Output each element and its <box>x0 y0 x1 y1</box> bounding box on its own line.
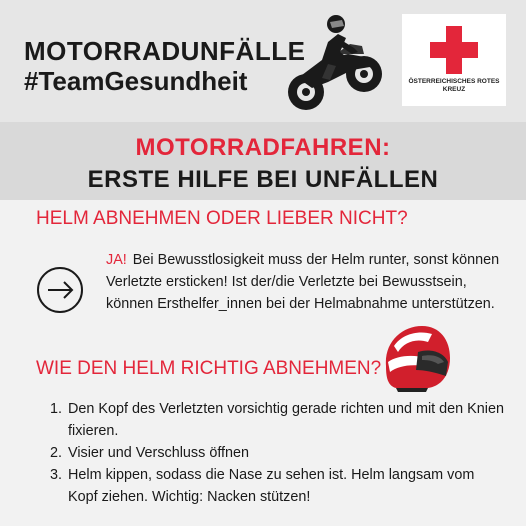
logo-text: ÖSTERREICHISCHES ROTES KREUZ <box>408 78 500 93</box>
banner-title-line2: ERSTE HILFE BEI UNFÄLLEN <box>87 166 439 193</box>
header <box>0 0 526 122</box>
red-cross-logo <box>402 14 506 106</box>
section-heading-helmet-remove: HELM ABNEHMEN ODER LIEBER NICHT? <box>36 208 408 229</box>
list-item: 2. Visier und Verschluss öffnen <box>66 442 506 464</box>
page-title: MOTORRADUNFÄLLE <box>24 36 306 66</box>
banner <box>0 122 526 200</box>
answer-paragraph <box>106 249 510 315</box>
motorcycle-rider-icon <box>278 8 388 118</box>
steps-list <box>46 398 506 508</box>
answer-label: JA! <box>106 252 127 268</box>
hashtag: #TeamGesundheit <box>24 66 248 96</box>
list-item: 1. Den Kopf des Verletzten vorsichtig gerade richten und mit den Knien fixieren. <box>66 398 506 442</box>
motorcycle-helmet-icon <box>378 322 454 394</box>
arrow-right-circle-icon <box>36 266 84 314</box>
banner-title-line1: MOTORRADFAHREN: <box>135 134 391 161</box>
red-cross-icon <box>430 26 478 74</box>
list-item: 3. Helm kippen, sodass die Nase zu sehen ist. Helm langsam vom Kopf ziehen. Wichtig: Nacken stützen! <box>66 464 506 508</box>
section-heading-how-to-remove: WIE DEN HELM RICHTIG ABNEHMEN? <box>36 358 382 379</box>
answer-text: Bei Bewusstlosigkeit muss der Helm runter, sonst können Verletzte ersticken! Ist der/die Verletzte bei Bewusstsein, können Ersthelfer_innen bei der Helmabnahme unterstützen. <box>106 252 500 312</box>
